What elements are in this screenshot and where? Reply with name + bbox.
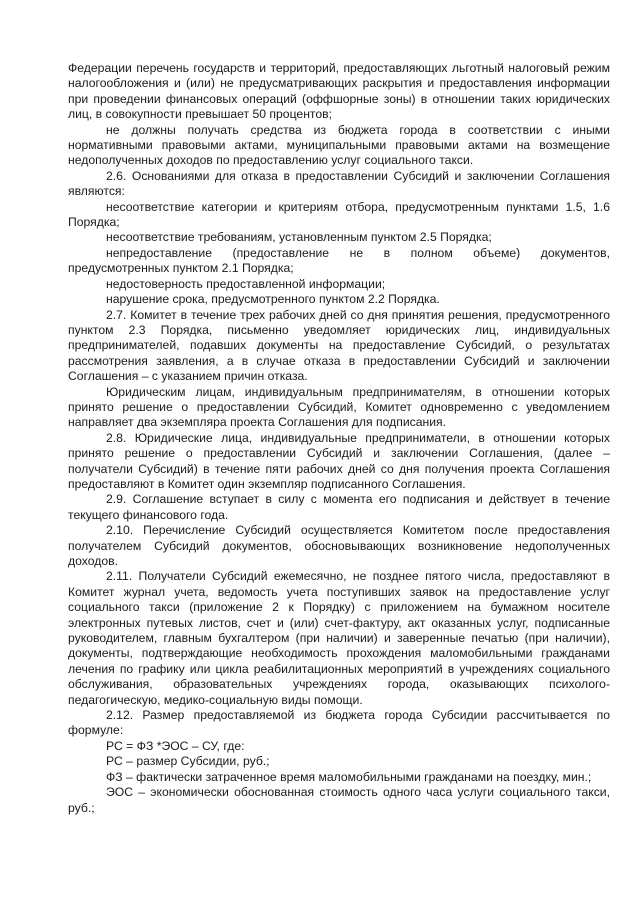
paragraph: несоответствие требованиям, установленным пунктом 2.5 Порядка; <box>106 230 492 245</box>
paragraph: 2.11. Получатели Субсидий ежемесячно, не позднее пятого числа, предоставляют в Комитет журнал учета, ведомость учета поступивших заявок на предоставление услуг социального такси (приложение 2 к Порядку) с приложением на бумажном носителе электронных путевых листов, счет и (или) счет-фактуру, акт оказанных услуг, подписанные руководителем, главным бухгалтером (при наличии) и заверенные печатью (при наличии), документы, подтверждающие необходимость прохождения маломобильными гражданами лечения по графику или цикла реабилитационных мероприятий в учреждениях социального обслуживания, образовательных учреждениях города, оказывающих психолого-педагогическую, медико-социальную виды помощи. <box>68 569 610 707</box>
paragraph: 2.7. Комитет в течение трех рабочих дней со дня принятия решения, предусмотренного пунктом 2.3 Порядка, письменно уведомляет юридических лиц, индивидуальных предпринимателей, подавших документы на предоставление Субсидий, о результатах рассмотрения заявления, а в случае отказа в предоставлении Субсидий и заключении Соглашения – с указанием причин отказа. <box>68 307 610 384</box>
paragraph: ЭОС – экономически обоснованная стоимость одного часа услуги социального такси, руб.; <box>68 785 610 815</box>
paragraph: 2.12. Размер предоставляемой из бюджета города Субсидии рассчитывается по формуле: <box>68 708 610 738</box>
paragraph: 2.9. Соглашение вступает в силу с момента его подписания и действует в течение текущего финансового года. <box>68 492 610 522</box>
paragraph: РС – размер Субсидии, руб.; <box>106 754 270 769</box>
document-body <box>68 61 610 816</box>
paragraph: непредоставление (предоставление не в полном объеме) документов, предусмотренных пунктом 2.1 Порядка; <box>68 245 610 276</box>
paragraph: РС = ФЗ *ЭОС – СУ, где: <box>106 738 245 753</box>
paragraph: 2.6. Основаниями для отказа в предоставлении Субсидий и заключении Соглашения являются: <box>68 168 610 199</box>
paragraph: ФЗ – фактически затраченное время маломобильными гражданами на поездку, мин.; <box>106 769 592 784</box>
paragraph: недостоверность предоставленной информации; <box>106 276 386 291</box>
paragraph: не должны получать средства из бюджета города в соответствии с иными нормативными правовыми актами, муниципальными правовыми актами на возмещение недополученных доходов по предоставлению услуг социального такси. <box>68 122 610 168</box>
paragraph: Федерации перечень государств и территорий, предоставляющих льготный налоговый режим налогообложения и (или) не предусматривающих раскрытия и предоставления информации при проведении финансовых операций (оффшорные зоны) в отношении таких юридических лиц, в совокупности превышает 50 процентов; <box>68 61 610 122</box>
paragraph: 2.8. Юридические лица, индивидуальные предприниматели, в отношении которых принято решение о предоставлении Субсидий и заключении Соглашения, (далее – получатели Субсидий) в течение пяти рабочих дней со дня получения проекта Соглашения предоставляют в Комитет один экземпляр подписанного Соглашения. <box>68 430 610 491</box>
paragraph: 2.10. Перечисление Субсидий осуществляется Комитетом после предоставления получателем Субсидий документов, обосновывающих возникновение недополученных доходов. <box>68 523 610 568</box>
paragraph: несоответствие категории и критериям отбора, предусмотренным пунктами 1.5, 1.6 Порядка; <box>68 199 610 230</box>
paragraph: Юридическим лицам, индивидуальным предпринимателям, в отношении которых принято решение о предоставлении Субсидий, Комитет одновременно с уведомлением направляет два экземпляра проекта Соглашения для подписания. <box>68 384 610 430</box>
paragraph: нарушение срока, предусмотренного пунктом 2.2 Порядка. <box>106 292 440 307</box>
